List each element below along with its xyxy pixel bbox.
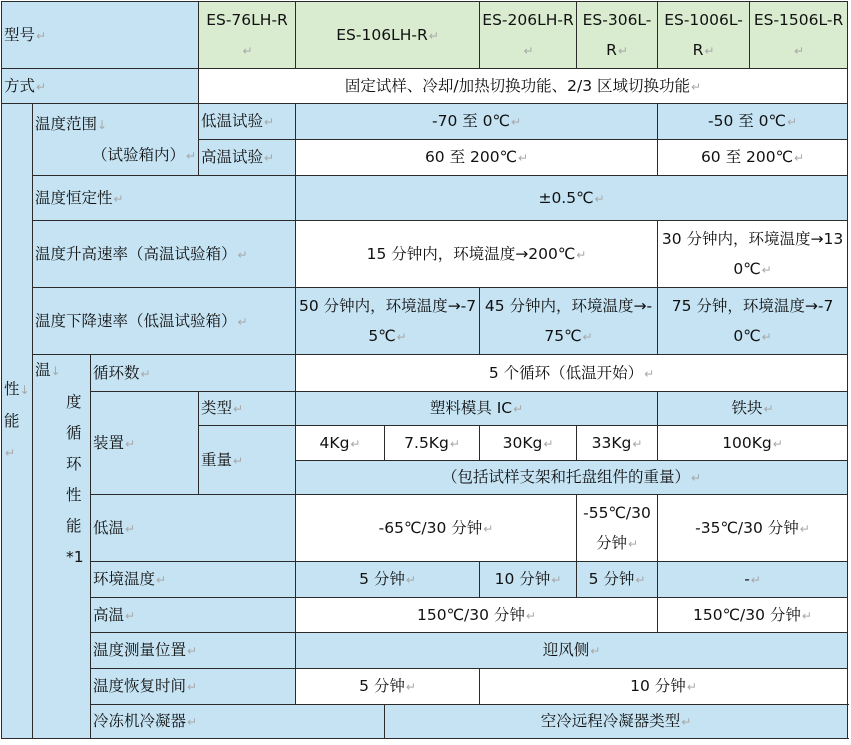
measure-pos-row bbox=[2, 633, 848, 669]
heat-rate-value-b: 30 分钟内，环境温度→130℃ ↵ bbox=[658, 221, 848, 288]
recovery-row bbox=[2, 669, 848, 705]
measure-pos-label: 温度测量位置 ↵ bbox=[91, 633, 296, 669]
method-label: 方式 ↵ bbox=[2, 69, 199, 104]
model-header-1: ES-76LH-R ↵ bbox=[199, 2, 296, 69]
ambient-row bbox=[2, 562, 848, 598]
cool-rate-row bbox=[2, 288, 848, 355]
weight-note: （包括试样支架和托盘组件的重量） ↵ bbox=[296, 461, 848, 495]
high-test-range-a: 60 至 200℃ ↵ bbox=[296, 140, 658, 176]
low-test-range-b: -50 至 0℃ ↵ bbox=[658, 104, 848, 140]
low-temp-value-b: -55℃/30 分钟 ↵ bbox=[577, 495, 658, 562]
spec-table bbox=[1, 1, 848, 739]
device-type-row bbox=[2, 392, 848, 426]
low-temp-value-c: -35℃/30 分钟 ↵ bbox=[658, 495, 848, 562]
ambient-label: 环境温度 ↵ bbox=[91, 562, 296, 598]
performance-label: 性 ↓ 能 ↵ bbox=[2, 104, 33, 739]
low-temp-row bbox=[2, 495, 848, 562]
device-type-a: 塑料模具 IC ↵ bbox=[296, 392, 658, 426]
weight-value-1: 4Kg ↵ bbox=[296, 426, 385, 461]
cycles-value: 5 个循环（低温开始） ↵ bbox=[296, 355, 848, 392]
model-header-2: ES-106LH-R ↵ bbox=[296, 2, 480, 69]
low-temp-value-a: -65℃/30 分钟 ↵ bbox=[296, 495, 577, 562]
header-row bbox=[2, 2, 848, 69]
high-temp-value-b: 150℃/30 分钟 ↵ bbox=[658, 598, 848, 633]
temp-stability-value: ±0.5℃ ↵ bbox=[296, 176, 848, 221]
cool-rate-value-c: 75 分钟，环境温度→-70℃ ↵ bbox=[658, 288, 848, 355]
device-label: 装置 ↵ bbox=[91, 392, 199, 495]
method-row bbox=[2, 69, 848, 104]
heat-rate-value-a: 15 分钟内，环境温度→200℃ ↵ bbox=[296, 221, 658, 288]
weight-value-2: 7.5Kg ↵ bbox=[385, 426, 480, 461]
temp-range-label: 温度范围 ↓ （试验箱内） ↵ bbox=[33, 104, 199, 176]
temp-stability-row bbox=[2, 176, 848, 221]
recovery-value-b: 10 分钟 ↵ bbox=[480, 669, 848, 705]
method-value: 固定试样、冷却/加热切换功能、2/3 区域切换功能 ↵ bbox=[199, 69, 848, 104]
recovery-label: 温度恢复时间 ↵ bbox=[91, 669, 296, 705]
model-header-6: ES-1506L-R ↵ bbox=[750, 2, 848, 69]
high-test-label: 高温试验 ↵ bbox=[199, 140, 296, 176]
device-weight-label: 重量 ↵ bbox=[199, 426, 296, 495]
cool-rate-value-a: 50 分钟内，环境温度→-75℃ ↵ bbox=[296, 288, 480, 355]
ambient-value-d: - ↵ bbox=[658, 562, 848, 598]
heat-rate-label: 温度升高速率（高温试验箱） ↵ bbox=[33, 221, 296, 288]
low-test-range-a: -70 至 0℃ ↵ bbox=[296, 104, 658, 140]
ambient-value-a: 5 分钟 ↵ bbox=[296, 562, 480, 598]
condenser-row bbox=[2, 705, 848, 739]
recovery-value-a: 5 分钟 ↵ bbox=[296, 669, 480, 705]
model-header-5: ES-1006L-R ↵ bbox=[658, 2, 750, 69]
ambient-value-b: 10 分钟 ↵ bbox=[480, 562, 577, 598]
high-temp-row bbox=[2, 598, 848, 633]
high-test-range-b: 60 至 200℃ ↵ bbox=[658, 140, 848, 176]
low-temp-label: 低温 ↵ bbox=[91, 495, 296, 562]
cycles-label: 循环数 ↵ bbox=[91, 355, 296, 392]
condenser-value: 空冷远程冷凝器类型 ↵ bbox=[385, 705, 848, 739]
device-type-label: 类型 ↵ bbox=[199, 392, 296, 426]
model-header-3: ES-206LH-R ↵ bbox=[480, 2, 577, 69]
cycles-row bbox=[2, 355, 848, 392]
heat-rate-row bbox=[2, 221, 848, 288]
weight-value-3: 30Kg ↵ bbox=[480, 426, 577, 461]
cool-rate-label: 温度下降速率（低温试验箱） ↵ bbox=[33, 288, 296, 355]
cool-rate-value-b: 45 分钟内，环境温度→-75℃ ↵ bbox=[480, 288, 658, 355]
cycle-performance-label: 温 ↓ 度 循 环 性 能 *1 bbox=[33, 355, 91, 739]
model-label: 型号 ↵ bbox=[2, 2, 199, 69]
high-temp-value-a: 150℃/30 分钟 ↵ bbox=[296, 598, 658, 633]
ambient-value-c: 5 分钟 ↵ bbox=[577, 562, 658, 598]
device-type-b: 铁块 ↵ bbox=[658, 392, 848, 426]
measure-pos-value: 迎风侧 ↵ bbox=[296, 633, 848, 669]
low-test-label: 低温试验 ↵ bbox=[199, 104, 296, 140]
weight-value-5: 100Kg ↵ bbox=[658, 426, 848, 461]
weight-value-4: 33Kg ↵ bbox=[577, 426, 658, 461]
temp-stability-label: 温度恒定性 ↵ bbox=[33, 176, 296, 221]
high-temp-label: 高温 ↵ bbox=[91, 598, 296, 633]
temp-range-low-row bbox=[2, 104, 848, 140]
condenser-label: 冷冻机冷凝器 ↵ bbox=[91, 705, 385, 739]
model-header-4: ES-306L-R ↵ bbox=[577, 2, 658, 69]
